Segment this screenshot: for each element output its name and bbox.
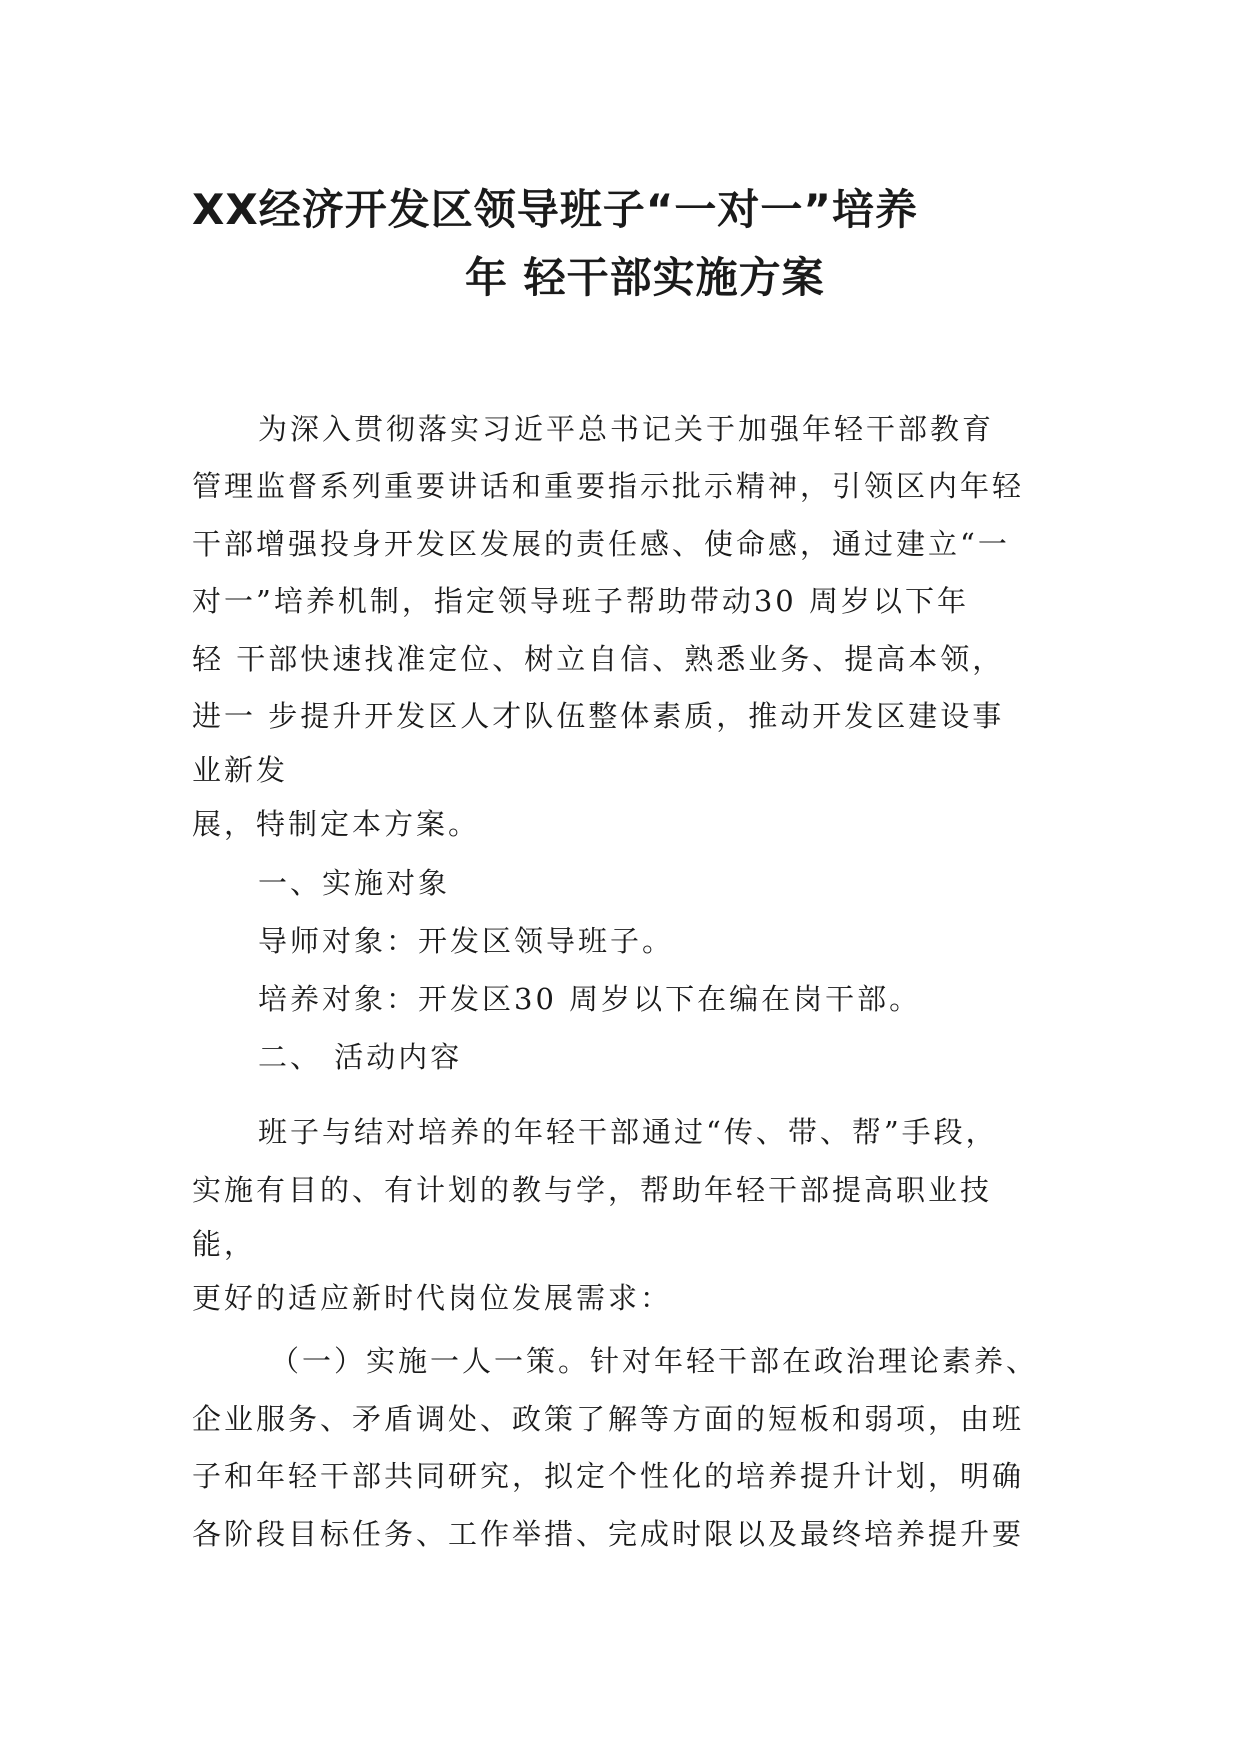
section-heading: 二、 活动内容 — [258, 1040, 463, 1074]
body-line: 更好的适应新时代岗位发展需求： — [192, 1281, 673, 1315]
body-line: 展，特制定本方案。 — [192, 807, 481, 841]
body-line: 子和年轻干部共同研究，拟定个性化的培养提升计划，明确 — [192, 1459, 1025, 1493]
body-line: 实施有目的、有计划的教与学，帮助年轻干部提高职业技 — [192, 1173, 993, 1207]
body-line: 导师对象：开发区领导班子。 — [258, 924, 675, 958]
document-title-line-2: 年 轻干部实施方案 — [465, 253, 825, 302]
body-line: 班子与结对培养的年轻干部通过“传、带、帮”手段， — [258, 1115, 998, 1149]
section-heading: 一、实施对象 — [258, 866, 451, 900]
body-line: 管理监督系列重要讲话和重要指示批示精神，引领区内年轻 — [192, 469, 1025, 503]
document-title-line-1: XX经济开发区领导班子“一对一”培养 — [192, 185, 918, 234]
body-line: 进一 步提升开发区人才队伍整体素质，推动开发区建设事 — [192, 699, 1005, 733]
body-line: 干部增强投身开发区发展的责任感、使命感，通过建立“一 — [192, 527, 1010, 561]
body-line: 各阶段目标任务、工作举措、完成时限以及最终培养提升要 — [192, 1517, 1025, 1551]
body-line: 对一”培养机制，指定领导班子帮助带动30 周岁以下年 — [192, 584, 969, 618]
body-line: 业新发 — [192, 753, 289, 787]
body-line: 能， — [192, 1227, 257, 1261]
body-line: 为深入贯彻落实习近平总书记关于加强年轻干部教育 — [258, 412, 995, 446]
body-line: 轻 干部快速找准定位、树立自信、熟悉业务、提高本领， — [192, 642, 1005, 676]
body-line: 培养对象：开发区30 周岁以下在编在岗干部。 — [258, 982, 922, 1016]
body-line: 企业服务、矛盾调处、政策了解等方面的短板和弱项，由班 — [192, 1402, 1025, 1436]
subsection-line: （一）实施一人一策。针对年轻干部在政治理论素养、 — [270, 1344, 1039, 1378]
